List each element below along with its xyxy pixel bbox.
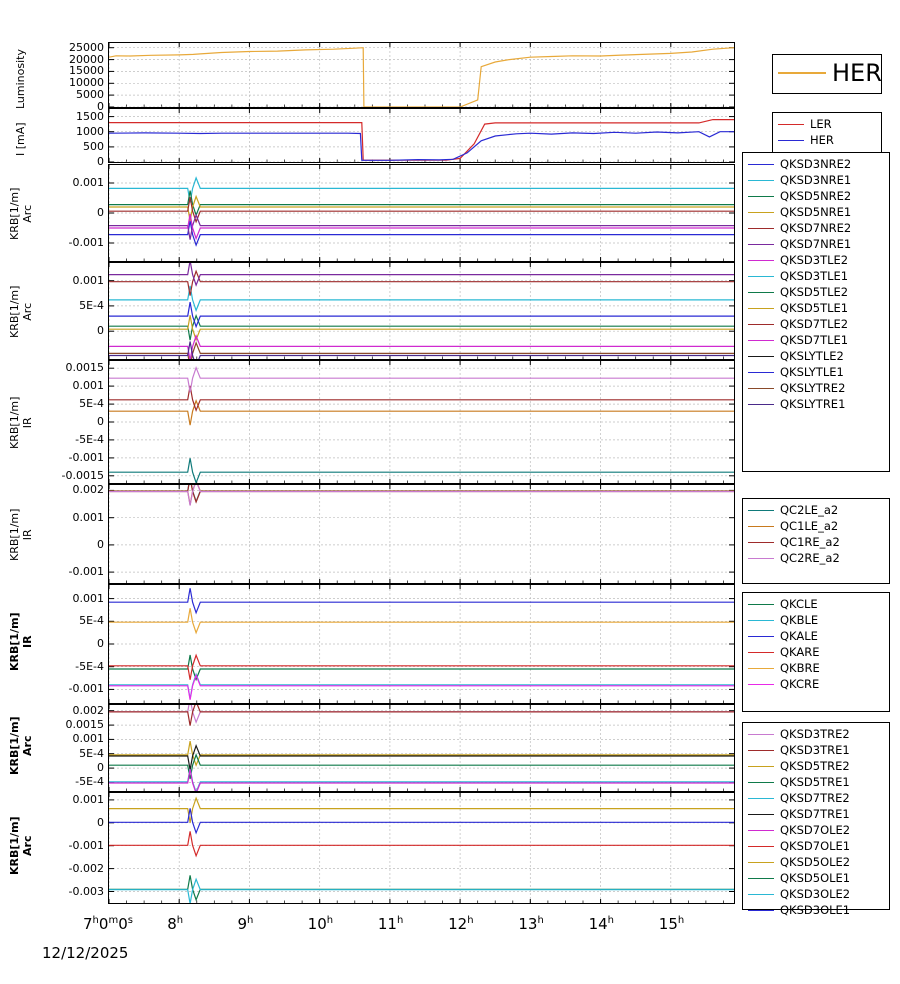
legend-item[interactable] [748, 774, 884, 790]
plot-panel-krb-ir-2 [108, 484, 735, 584]
legend-label: QKSD5OLE1 [780, 871, 851, 885]
legend-line-icon [748, 894, 774, 895]
legend-label: QC1RE_a2 [780, 535, 840, 549]
plot-panel-krb-arc-tle [108, 262, 735, 360]
y-tick-label: 0.0015 [65, 718, 104, 732]
legend-line-icon [748, 526, 774, 527]
legend-item[interactable] [748, 854, 884, 870]
legend-label: QKSD5NRE1 [780, 205, 852, 219]
legend-label: QKCRE [780, 677, 820, 691]
legend-label: QKSD3TLE2 [780, 253, 849, 267]
legend-item[interactable] [748, 332, 884, 348]
plot-panel-krb-ir-1 [108, 360, 735, 484]
legend-line-icon [748, 244, 774, 245]
legend-item[interactable] [748, 758, 884, 774]
legend-item[interactable] [748, 236, 884, 252]
y-tick-label: 25000 [69, 40, 104, 54]
y-tick-label: 0 [97, 537, 104, 551]
legend-label: QC2RE_a2 [780, 551, 840, 565]
y-tick-label: -5E-4 [75, 775, 104, 789]
y-tick-label: 0.001 [72, 273, 104, 287]
legend-tre-ole[interactable] [742, 722, 890, 917]
x-tick-label: 11$^h$ [377, 915, 404, 933]
x-tick-label: 8$^h$ [167, 915, 184, 933]
y-tick-label: -0.001 [68, 682, 104, 696]
legend-label: QKSLYTLE1 [780, 365, 844, 379]
legend-item[interactable] [748, 348, 884, 364]
legend-label: QKSLYTRE1 [780, 397, 846, 411]
x-tick-label: 7$^h$0$^m$0$^s$ [83, 915, 133, 933]
legend-line-icon [748, 292, 774, 293]
legend-item[interactable] [748, 396, 884, 412]
y-tick-label: 5E-4 [79, 746, 104, 760]
legend-current[interactable] [772, 112, 882, 154]
y-tick-label: 0.0015 [65, 361, 104, 375]
legend-label: QKSD7TRE1 [780, 807, 850, 821]
y-axis-title: KRB[1/m] Arc [8, 187, 34, 241]
y-axis-title: Luminosity [14, 49, 27, 109]
plot-panel-krb-arc-tre [108, 704, 735, 792]
y-tick-label: 15000 [69, 64, 104, 78]
legend-item[interactable] [748, 220, 884, 236]
y-tick-label: 20000 [69, 52, 104, 66]
legend-line-icon [748, 798, 774, 799]
x-tick-label: 9$^h$ [237, 915, 254, 933]
y-tick-label: 1500 [76, 109, 104, 123]
y-tick-label: 0 [97, 206, 104, 219]
legend-label: QKSD3TRE2 [780, 727, 850, 741]
legend-label: QKSD7NRE2 [780, 221, 852, 235]
y-tick-label: 0 [97, 761, 104, 775]
legend-label: QKSLYTLE2 [780, 349, 844, 363]
y-axis-title: I [mA] [14, 122, 27, 156]
y-tick-label: 0.001 [72, 792, 104, 806]
legend-label: QKSD5TRE2 [780, 759, 850, 773]
legend-item[interactable] [748, 790, 884, 806]
y-axis-title: KRB[1/m] IR [8, 508, 34, 562]
y-tick-label: 0.001 [72, 510, 104, 524]
legend-line-icon [748, 846, 774, 847]
legend-label: QKARE [780, 645, 820, 659]
y-tick-label: -5E-4 [75, 432, 104, 446]
x-tick-label: 13$^h$ [518, 915, 544, 933]
legend-item[interactable] [748, 518, 884, 534]
legend-label: QKCLE [780, 597, 818, 611]
legend-item[interactable] [748, 596, 884, 612]
legend-label: QKSD3NRE2 [780, 157, 852, 171]
legend-line-icon [748, 910, 774, 911]
legend-line-icon [748, 766, 774, 767]
legend-line-icon [748, 558, 774, 559]
legend-item[interactable] [748, 612, 884, 628]
legend-label: QKSD3NRE1 [780, 173, 852, 187]
plot-panel-current [108, 108, 735, 163]
legend-label: QKSD5TLE2 [780, 285, 849, 299]
legend-line-icon [748, 228, 774, 229]
y-tick-label: -0.001 [68, 236, 104, 249]
y-tick-label: 0.002 [72, 483, 104, 497]
legend-line-icon [748, 308, 774, 309]
legend-line-icon [748, 388, 774, 389]
y-tick-label: 0.001 [72, 591, 104, 605]
y-tick-label: -0.003 [68, 884, 104, 898]
legend-item[interactable] [748, 156, 884, 172]
y-tick-label: 0 [97, 815, 104, 829]
legend-item[interactable] [748, 726, 884, 742]
legend-item[interactable] [748, 534, 884, 550]
legend-label: QKSD3TRE1 [780, 743, 850, 757]
y-tick-label: 0.002 [72, 703, 104, 717]
legend-label: QKSD3OLE1 [780, 903, 851, 917]
legend-label: QKSD3OLE2 [780, 887, 851, 901]
x-tick-label: 10$^h$ [307, 915, 334, 933]
legend-item[interactable] [748, 550, 884, 566]
legend-line-icon [748, 636, 774, 637]
legend-label: QKSD7OLE2 [780, 823, 851, 837]
legend-label: QKSLYTRE2 [780, 381, 846, 395]
legend-qk[interactable] [742, 592, 890, 712]
legend-label: HER [810, 133, 834, 147]
y-tick-label: -0.0015 [61, 468, 104, 482]
y-tick-label: 500 [83, 139, 104, 153]
legend-item[interactable] [748, 660, 884, 676]
x-tick-label: 14$^h$ [588, 915, 614, 933]
plot-panel-krb-arc-nre [108, 164, 735, 262]
legend-line-icon [748, 164, 774, 165]
legend-line-icon [748, 620, 774, 621]
legend-label: QKSD7OLE1 [780, 839, 851, 853]
legend-line-icon [748, 668, 774, 669]
y-tick-label: 5E-4 [79, 298, 104, 312]
y-tick-label: 0 [97, 637, 104, 650]
y-tick-label: 5E-4 [79, 397, 104, 411]
legend-item[interactable] [748, 300, 884, 316]
y-tick-label: 5000 [76, 88, 104, 102]
legend-item[interactable] [748, 364, 884, 380]
plot-panel-krb-arc-ole [108, 792, 735, 904]
legend-label: QC2LE_a2 [780, 503, 839, 517]
y-tick-label: 0.001 [72, 176, 104, 189]
legend-item[interactable] [748, 252, 884, 268]
legend-item[interactable] [748, 284, 884, 300]
plot-panel-luminosity [108, 42, 735, 108]
legend-line-icon [748, 830, 774, 831]
legend-item[interactable] [748, 676, 884, 692]
legend-item[interactable] [748, 172, 884, 188]
legend-line-icon [778, 124, 804, 125]
legend-item[interactable] [748, 902, 884, 918]
y-tick-label: 0 [97, 100, 104, 113]
legend-line-icon [748, 604, 774, 605]
legend-line-icon [748, 212, 774, 213]
legend-line-icon [748, 652, 774, 653]
legend-item[interactable] [778, 132, 876, 148]
y-tick-label: 5E-4 [79, 614, 104, 628]
legend-line-icon [748, 404, 774, 405]
date-label: 12/12/2025 [42, 944, 129, 962]
legend-line-icon [748, 196, 774, 197]
y-tick-label: -0.001 [68, 838, 104, 852]
legend-line-icon [778, 140, 804, 141]
legend-line-icon [748, 684, 774, 685]
y-axis-title: KRB[1/m] Arc [8, 285, 34, 339]
legend-item[interactable] [748, 644, 884, 660]
legend-label: QC1LE_a2 [780, 519, 839, 533]
legend-label: QKSD5NRE2 [780, 189, 852, 203]
legend-label: QKBRE [780, 661, 820, 675]
y-axis-title: KRB[1/m] Arc [8, 816, 34, 876]
legend-label: QKSD7TLE1 [780, 333, 849, 347]
y-tick-label: 0 [97, 415, 104, 428]
legend-item[interactable] [748, 502, 884, 518]
legend-line-icon [748, 340, 774, 341]
legend-label: QKSD3TLE1 [780, 269, 849, 283]
legend-item[interactable] [748, 188, 884, 204]
plot-panel-krb-ir-3 [108, 584, 735, 704]
legend-label: HER [832, 59, 882, 87]
y-tick-label: 0 [97, 324, 104, 338]
y-axis-title: KRB[1/m] IR [8, 396, 34, 450]
legend-line-icon [748, 276, 774, 277]
legend-item[interactable] [748, 380, 884, 396]
y-tick-label: 0 [97, 155, 104, 168]
legend-label: LER [810, 117, 832, 131]
legend-item[interactable] [748, 886, 884, 902]
legend-line-icon [748, 734, 774, 735]
legend-arc-nre-tle[interactable] [742, 152, 890, 472]
legend-item[interactable] [748, 316, 884, 332]
legend-item[interactable] [748, 806, 884, 822]
legend-line-icon [748, 862, 774, 863]
legend-line-icon [748, 750, 774, 751]
legend-label: QKSD7TRE2 [780, 791, 850, 805]
legend-line-icon [748, 542, 774, 543]
legend-line-icon [748, 260, 774, 261]
legend-item[interactable] [748, 742, 884, 758]
legend-label: QKSD5TRE1 [780, 775, 850, 789]
legend-item[interactable] [778, 58, 882, 88]
legend-line-icon [748, 782, 774, 783]
legend-item[interactable] [748, 628, 884, 644]
y-tick-label: -0.002 [68, 861, 104, 875]
y-axis-title: KRB[1/m] IR [8, 612, 34, 672]
legend-line-icon [748, 356, 774, 357]
legend-line-icon [748, 814, 774, 815]
legend-label: QKSD7TLE2 [780, 317, 849, 331]
legend-label: QKSD7NRE1 [780, 237, 852, 251]
x-tick-label: 15$^h$ [658, 915, 685, 933]
x-tick-label: 12$^h$ [448, 915, 474, 933]
y-axis-title: KRB[1/m] Arc [8, 716, 34, 776]
y-tick-label: -5E-4 [75, 659, 104, 673]
legend-label: QKSD5TLE1 [780, 301, 849, 315]
legend-item[interactable] [748, 838, 884, 854]
legend-line-icon [748, 878, 774, 879]
legend-label: QKBLE [780, 613, 819, 627]
legend-line-icon [778, 72, 826, 74]
legend-label: QKALE [780, 629, 818, 643]
legend-line-icon [748, 180, 774, 181]
legend-item[interactable] [778, 116, 876, 132]
legend-item[interactable] [748, 870, 884, 886]
y-tick-label: -0.001 [68, 565, 104, 579]
legend-item[interactable] [748, 204, 884, 220]
legend-line-icon [748, 372, 774, 373]
y-tick-label: 0.001 [72, 379, 104, 393]
y-tick-label: -0.001 [68, 450, 104, 464]
legend-label: QKSD5OLE2 [780, 855, 851, 869]
legend-item[interactable] [748, 268, 884, 284]
legend-item[interactable] [748, 822, 884, 838]
legend-qc[interactable] [742, 498, 890, 584]
legend-line-icon [748, 324, 774, 325]
legend-line-icon [748, 510, 774, 511]
y-tick-label: 10000 [69, 76, 104, 90]
y-tick-label: 0.001 [72, 732, 104, 746]
y-tick-label: 1000 [76, 124, 104, 138]
legend-her-big[interactable] [772, 54, 882, 94]
